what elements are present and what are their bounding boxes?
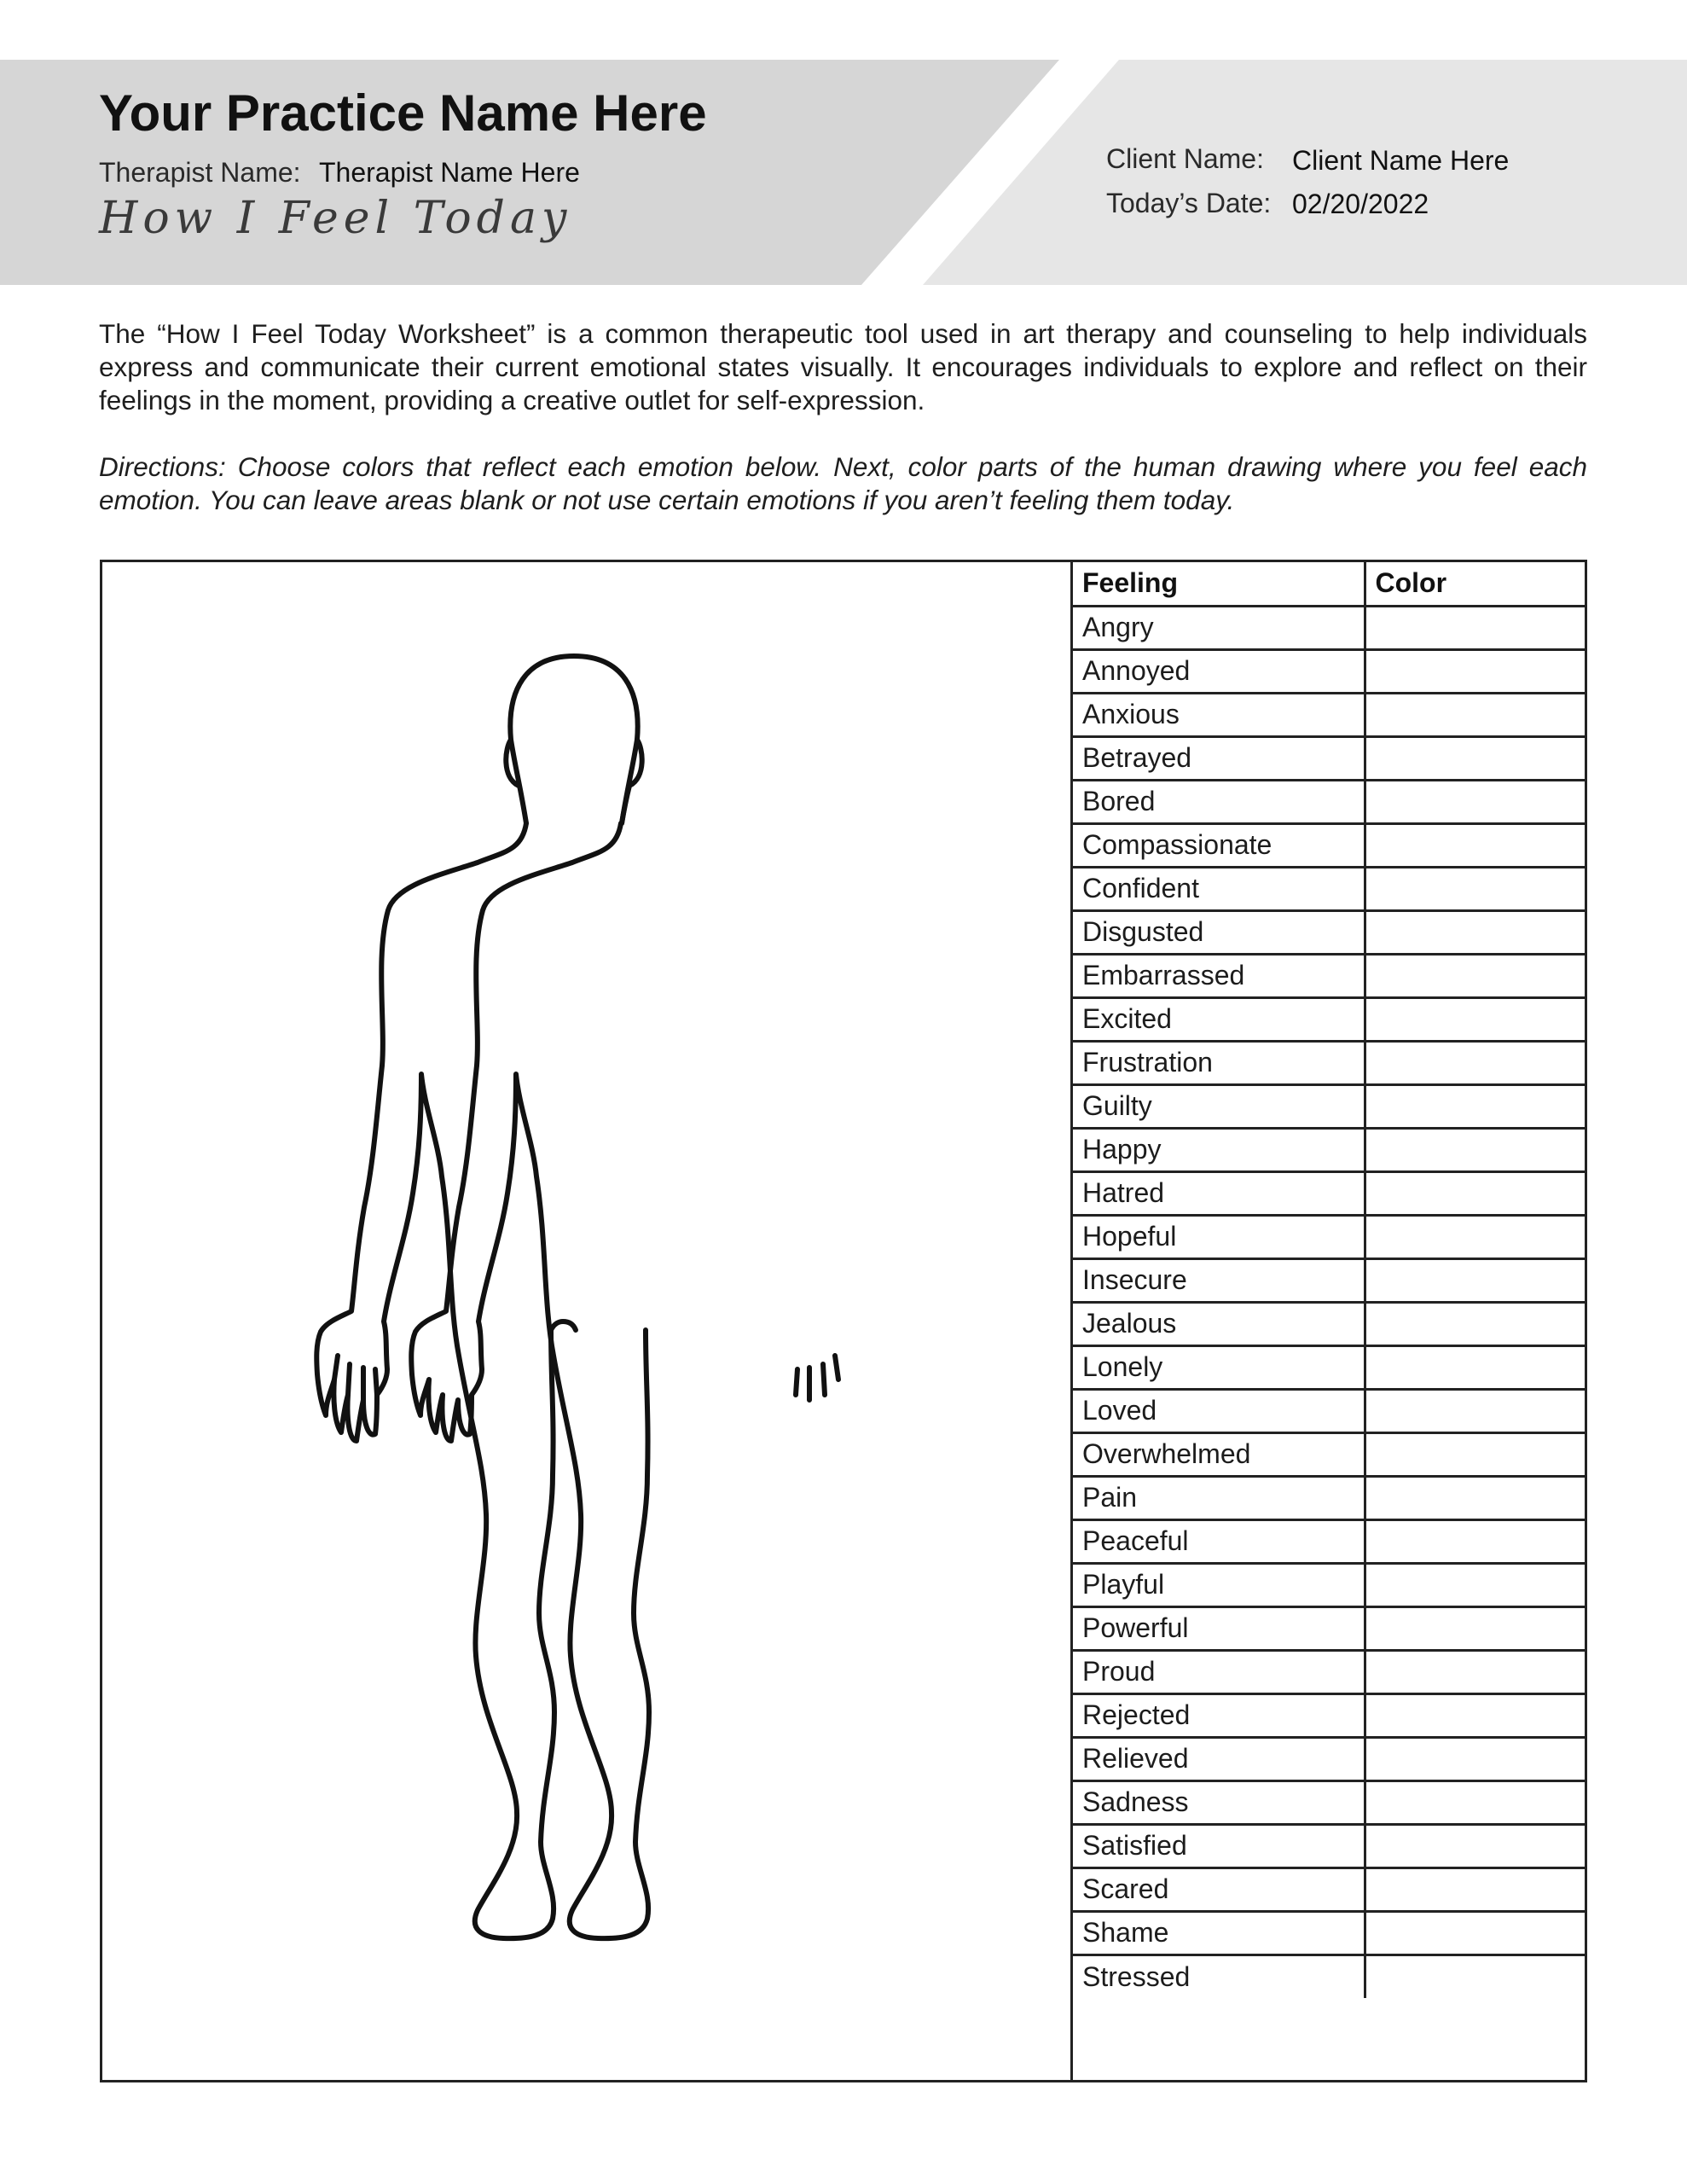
feeling-name-cell: Lonely <box>1073 1345 1365 1389</box>
color-entry-cell[interactable] <box>1365 1476 1585 1519</box>
table-header-row <box>1073 562 1585 606</box>
table-row <box>1073 693 1585 736</box>
feeling-name-cell: Guilty <box>1073 1084 1365 1128</box>
table-row <box>1073 1345 1585 1389</box>
color-entry-cell[interactable] <box>1365 954 1585 997</box>
color-entry-cell[interactable] <box>1365 606 1585 649</box>
table-row <box>1073 1519 1585 1563</box>
date-label: Today’s Date: <box>1106 188 1272 218</box>
feeling-name-cell: Overwhelmed <box>1073 1432 1365 1476</box>
color-entry-cell[interactable] <box>1365 1258 1585 1302</box>
color-entry-cell[interactable] <box>1365 1606 1585 1650</box>
table-row <box>1073 1606 1585 1650</box>
color-entry-cell[interactable] <box>1365 1171 1585 1215</box>
table-row <box>1073 823 1585 867</box>
table-row <box>1073 1389 1585 1432</box>
color-entry-cell[interactable] <box>1365 1867 1585 1911</box>
table-row <box>1073 1955 1585 1998</box>
table-row <box>1073 1215 1585 1258</box>
client-name-field[interactable]: Client Name Here <box>1292 145 1510 176</box>
feeling-name-cell: Sadness <box>1073 1780 1365 1824</box>
feeling-column-header: Feeling <box>1073 562 1365 606</box>
color-column-header: Color <box>1365 562 1585 606</box>
table-row <box>1073 1780 1585 1824</box>
color-entry-cell[interactable] <box>1365 1955 1585 1998</box>
table-row <box>1073 1171 1585 1215</box>
feeling-name-cell: Frustration <box>1073 1041 1365 1084</box>
table-row <box>1073 1867 1585 1911</box>
table-row <box>1073 1563 1585 1606</box>
color-entry-cell[interactable] <box>1365 1128 1585 1171</box>
feelings-table <box>1073 562 1585 1998</box>
therapist-name-field[interactable]: Therapist Name Here <box>319 157 580 188</box>
feeling-name-cell: Hatred <box>1073 1171 1365 1215</box>
directions-paragraph: Directions: Choose colors that reflect each emotion below. Next, color parts of the human drawing where you feel each emotion. You can leave areas blank or not use certain emotions if you aren’t feeling them today. <box>99 451 1587 515</box>
feeling-name-cell: Peaceful <box>1073 1519 1365 1563</box>
color-entry-cell[interactable] <box>1365 1693 1585 1737</box>
color-entry-cell[interactable] <box>1365 1302 1585 1345</box>
feeling-name-cell: Jealous <box>1073 1302 1365 1345</box>
table-row <box>1073 736 1585 780</box>
body-drawing-area[interactable] <box>102 562 1073 2080</box>
color-entry-cell[interactable] <box>1365 1389 1585 1432</box>
table-row <box>1073 1084 1585 1128</box>
color-entry-cell[interactable] <box>1365 1345 1585 1389</box>
table-row <box>1073 1128 1585 1171</box>
color-entry-cell[interactable] <box>1365 1824 1585 1867</box>
table-row <box>1073 606 1585 649</box>
table-row <box>1073 1432 1585 1476</box>
therapist-label: Therapist Name: <box>99 157 301 188</box>
feeling-name-cell: Betrayed <box>1073 736 1365 780</box>
color-entry-cell[interactable] <box>1365 780 1585 823</box>
table-row <box>1073 997 1585 1041</box>
left-hand-finger-lines <box>334 1356 377 1400</box>
feeling-name-cell: Hopeful <box>1073 1215 1365 1258</box>
color-entry-cell[interactable] <box>1365 997 1585 1041</box>
feeling-name-cell: Rejected <box>1073 1693 1365 1737</box>
color-entry-cell[interactable] <box>1365 1215 1585 1258</box>
feeling-name-cell: Stressed <box>1073 1955 1365 1998</box>
feeling-name-cell: Pain <box>1073 1476 1365 1519</box>
left-body-outline <box>316 823 554 1938</box>
color-entry-cell[interactable] <box>1365 1084 1585 1128</box>
color-entry-cell[interactable] <box>1365 736 1585 780</box>
feelings-table-body <box>1073 606 1585 1998</box>
feeling-name-cell: Excited <box>1073 997 1365 1041</box>
color-entry-cell[interactable] <box>1365 1780 1585 1824</box>
practice-name: Your Practice Name Here <box>99 84 707 142</box>
date-field[interactable]: 02/20/2022 <box>1292 189 1429 219</box>
right-hand-finger-lines <box>796 1356 838 1400</box>
head-outline <box>506 656 641 823</box>
color-entry-cell[interactable] <box>1365 1041 1585 1084</box>
table-row <box>1073 1041 1585 1084</box>
feeling-name-cell: Relieved <box>1073 1737 1365 1780</box>
human-body-outline[interactable] <box>102 562 1070 2080</box>
table-row <box>1073 910 1585 954</box>
color-entry-cell[interactable] <box>1365 1650 1585 1693</box>
feeling-name-cell: Happy <box>1073 1128 1365 1171</box>
table-row <box>1073 1650 1585 1693</box>
feeling-name-cell: Bored <box>1073 780 1365 823</box>
table-row <box>1073 1824 1585 1867</box>
feeling-name-cell: Loved <box>1073 1389 1365 1432</box>
color-entry-cell[interactable] <box>1365 1737 1585 1780</box>
feeling-name-cell: Powerful <box>1073 1606 1365 1650</box>
feeling-name-cell: Confident <box>1073 867 1365 910</box>
worksheet-title: How I Feel Today <box>99 193 572 244</box>
crotch-outline <box>551 1321 576 1330</box>
table-row <box>1073 1737 1585 1780</box>
table-row <box>1073 1911 1585 1955</box>
client-label: Client Name: <box>1106 143 1264 174</box>
color-entry-cell[interactable] <box>1365 693 1585 736</box>
feeling-name-cell: Annoyed <box>1073 649 1365 693</box>
feeling-name-cell: Playful <box>1073 1563 1365 1606</box>
color-entry-cell[interactable] <box>1365 1911 1585 1955</box>
feeling-name-cell: Angry <box>1073 606 1365 649</box>
feeling-name-cell: Embarrassed <box>1073 954 1365 997</box>
color-entry-cell[interactable] <box>1365 823 1585 867</box>
feeling-name-cell: Proud <box>1073 1650 1365 1693</box>
feeling-name-cell: Shame <box>1073 1911 1365 1955</box>
color-entry-cell[interactable] <box>1365 867 1585 910</box>
right-body-outline <box>411 823 649 1938</box>
color-entry-cell[interactable] <box>1365 1519 1585 1563</box>
intro-paragraph: The “How I Feel Today Worksheet” is a common therapeutic tool used in art therapy and counseling to help individuals express and communicate their current emotional states visually. It encourages individuals to explore and reflect on their feelings in the moment, providing a creative outlet for self-expression. <box>99 318 1587 415</box>
table-row <box>1073 1302 1585 1345</box>
table-row <box>1073 780 1585 823</box>
feeling-name-cell: Satisfied <box>1073 1824 1365 1867</box>
table-row <box>1073 1693 1585 1737</box>
table-row <box>1073 649 1585 693</box>
table-row <box>1073 1476 1585 1519</box>
feeling-name-cell: Disgusted <box>1073 910 1365 954</box>
color-entry-cell[interactable] <box>1365 910 1585 954</box>
feeling-name-cell: Compassionate <box>1073 823 1365 867</box>
worksheet-frame <box>100 560 1587 2082</box>
table-row <box>1073 867 1585 910</box>
feeling-name-cell: Scared <box>1073 1867 1365 1911</box>
feeling-name-cell: Anxious <box>1073 693 1365 736</box>
color-entry-cell[interactable] <box>1365 1432 1585 1476</box>
color-entry-cell[interactable] <box>1365 1563 1585 1606</box>
table-row <box>1073 954 1585 997</box>
feeling-name-cell: Insecure <box>1073 1258 1365 1302</box>
table-row <box>1073 1258 1585 1302</box>
color-entry-cell[interactable] <box>1365 649 1585 693</box>
